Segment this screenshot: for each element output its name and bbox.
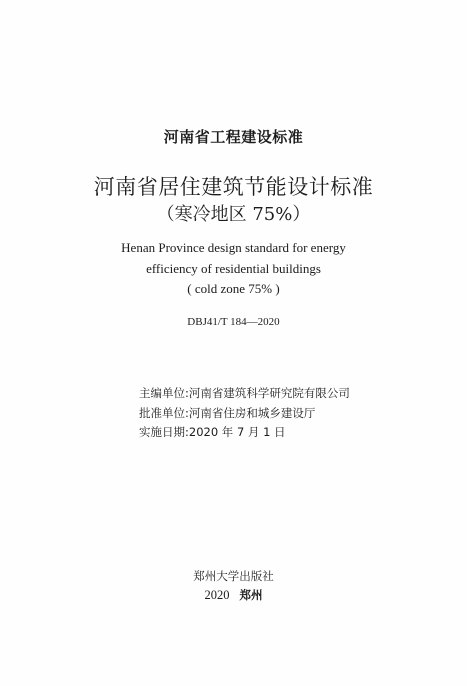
publication-line	[0, 587, 467, 603]
approver-unit: 批准单位:河南省住房和城乡建设厅	[139, 406, 316, 420]
title-english-line-2: efficiency of residential buildings	[146, 261, 321, 276]
title-english-line-3: ( cold zone 75% )	[187, 281, 280, 296]
standard-series: 河南省工程建设标准	[163, 128, 304, 146]
effective-date: 实施日期:2020 年 7 月 1 日	[139, 425, 286, 439]
subtitle-chinese: （寒冷地区 75%）	[156, 204, 311, 225]
title-chinese: 河南省居住建筑节能设计标准	[93, 175, 374, 199]
title-english-line-1: Henan Province design standard for energy	[121, 240, 346, 255]
publication-city: 郑州	[239, 588, 263, 602]
publication-year: 2020	[204, 588, 230, 602]
standard-code: DBJ41/T 184—2020	[187, 316, 280, 328]
publisher-name: 郑州大学出版社	[193, 569, 274, 583]
editor-unit: 主编单位:河南省建筑科学研究院有限公司	[139, 386, 350, 400]
